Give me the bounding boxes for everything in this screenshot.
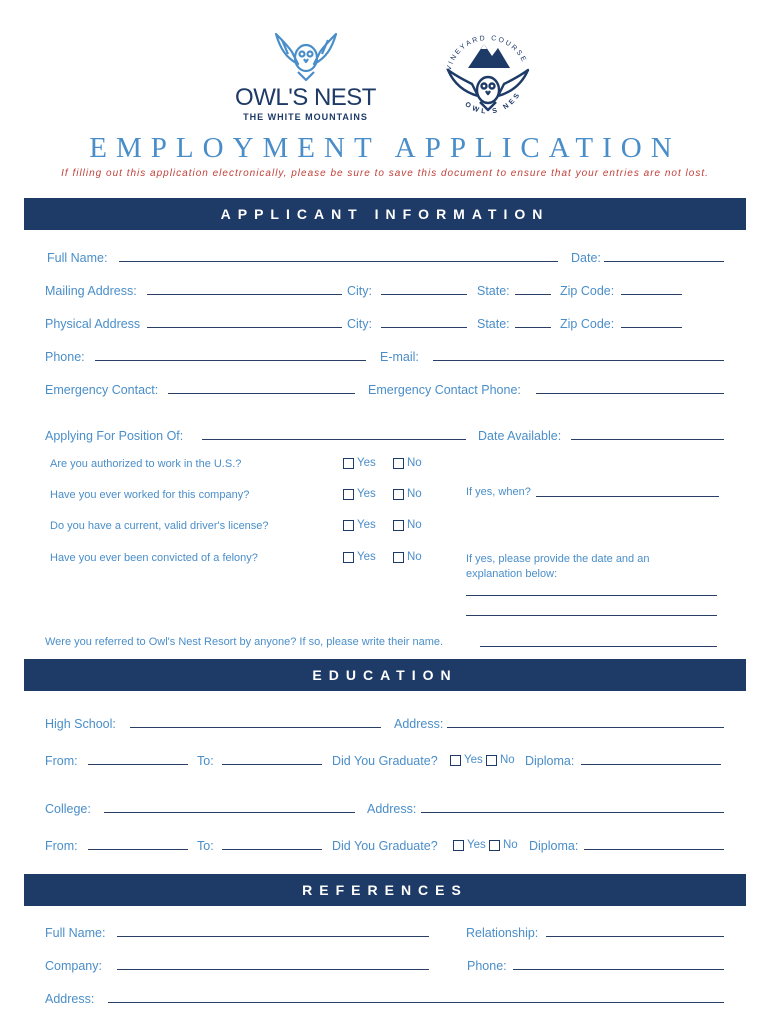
- date-available-field[interactable]: [571, 439, 724, 440]
- reference-relationship-label: Relationship:: [466, 926, 539, 940]
- section-header-education: EDUCATION: [24, 659, 746, 691]
- logo-subtitle: THE WHITE MOUNTAINS: [243, 112, 368, 122]
- felony-yes-checkbox[interactable]: [343, 551, 376, 563]
- college-graduate-no-checkbox[interactable]: [489, 839, 518, 851]
- physical-zip-label: Zip Code:: [560, 317, 615, 331]
- worked-before-no-checkbox[interactable]: [393, 488, 422, 500]
- checkbox-box[interactable]: [343, 520, 354, 531]
- reference-address-label: Address:: [45, 992, 95, 1006]
- physical-state-label: State:: [477, 317, 510, 331]
- no-label: No: [407, 551, 422, 563]
- college-graduate-label: Did You Graduate?: [332, 839, 438, 853]
- license-yes-checkbox[interactable]: [343, 519, 376, 531]
- no-label: No: [500, 754, 515, 766]
- hs-graduate-no-checkbox[interactable]: [486, 754, 515, 766]
- felony-explain-field-1[interactable]: [466, 595, 717, 596]
- checkbox-box[interactable]: [343, 552, 354, 563]
- page-title: EMPLOYMENT APPLICATION: [89, 132, 681, 164]
- reference-phone-field[interactable]: [513, 969, 724, 970]
- question-felony: Have you ever been convicted of a felony?: [50, 552, 258, 564]
- hs-from-field[interactable]: [88, 764, 188, 765]
- email-label: E-mail:: [380, 350, 419, 364]
- no-label: No: [503, 839, 518, 851]
- emblem-top-text: VINEYARD COURSE: [445, 34, 528, 72]
- checkbox-box[interactable]: [343, 489, 354, 500]
- college-address-field[interactable]: [421, 812, 724, 813]
- high-school-field[interactable]: [130, 727, 381, 728]
- full-name-field[interactable]: [119, 261, 558, 262]
- mailing-address-field[interactable]: [147, 294, 342, 295]
- yes-label: Yes: [467, 839, 486, 851]
- authorized-no-checkbox[interactable]: [393, 457, 422, 469]
- reference-full-name-field[interactable]: [117, 936, 429, 937]
- mailing-state-label: State:: [477, 284, 510, 298]
- physical-address-label: Physical Address: [45, 317, 141, 331]
- reference-phone-label: Phone:: [467, 959, 507, 973]
- college-from-field[interactable]: [88, 849, 188, 850]
- question-authorized: Are you authorized to work in the U.S.?: [50, 458, 242, 470]
- yes-label: Yes: [464, 754, 483, 766]
- page-subtitle: If filling out this application electronically, please be sure to save this document to ensure that your entries are not lost.: [61, 168, 709, 179]
- mailing-city-label: City:: [347, 284, 372, 298]
- college-label: College:: [45, 802, 91, 816]
- physical-city-field[interactable]: [381, 327, 467, 328]
- felony-explain-field-2[interactable]: [466, 615, 717, 616]
- email-field[interactable]: [433, 360, 724, 361]
- emergency-phone-label: Emergency Contact Phone:: [368, 383, 521, 397]
- if-yes-when-field[interactable]: [536, 496, 719, 497]
- mailing-state-field[interactable]: [515, 294, 551, 295]
- college-address-label: Address:: [367, 802, 417, 816]
- yes-label: Yes: [357, 519, 376, 531]
- high-school-address-field[interactable]: [447, 727, 724, 728]
- emergency-contact-field[interactable]: [168, 393, 355, 394]
- reference-company-field[interactable]: [117, 969, 429, 970]
- section-header-references: REFERENCES: [24, 874, 746, 906]
- checkbox-box[interactable]: [450, 755, 461, 766]
- no-label: No: [407, 457, 422, 469]
- checkbox-box[interactable]: [486, 755, 497, 766]
- felony-explain-label-1: If yes, please provide the date and an: [466, 553, 650, 565]
- license-no-checkbox[interactable]: [393, 519, 422, 531]
- felony-explain-label-2: explanation below:: [466, 568, 558, 580]
- checkbox-box[interactable]: [393, 489, 404, 500]
- logo-name: OWL'S NEST: [235, 84, 376, 111]
- authorized-yes-checkbox[interactable]: [343, 457, 376, 469]
- mailing-city-field[interactable]: [381, 294, 467, 295]
- high-school-address-label: Address:: [394, 717, 444, 731]
- college-to-label: To:: [197, 839, 214, 853]
- referred-label: Were you referred to Owl's Nest Resort by anyone? If so, please write their name.: [45, 636, 444, 648]
- reference-full-name-label: Full Name:: [45, 926, 106, 940]
- felony-no-checkbox[interactable]: [393, 551, 422, 563]
- hs-diploma-label: Diploma:: [525, 754, 575, 768]
- hs-graduate-yes-checkbox[interactable]: [450, 754, 483, 766]
- reference-address-field[interactable]: [108, 1002, 724, 1003]
- physical-address-field[interactable]: [147, 327, 342, 328]
- question-worked-before: Have you ever worked for this company?: [50, 489, 250, 501]
- college-to-field[interactable]: [222, 849, 322, 850]
- phone-field[interactable]: [95, 360, 366, 361]
- owls-nest-logo: [228, 28, 383, 128]
- section-header-applicant: APPLICANT INFORMATION: [24, 198, 746, 230]
- mailing-address-label: Mailing Address:: [45, 284, 137, 298]
- mailing-zip-label: Zip Code:: [560, 284, 615, 298]
- emergency-phone-field[interactable]: [536, 393, 724, 394]
- date-available-label: Date Available:: [478, 429, 562, 443]
- phone-label: Phone:: [45, 350, 85, 364]
- hs-from-label: From:: [45, 754, 78, 768]
- checkbox-box[interactable]: [393, 520, 404, 531]
- college-graduate-yes-checkbox[interactable]: [453, 839, 486, 851]
- worked-before-yes-checkbox[interactable]: [343, 488, 376, 500]
- full-name-label: Full Name:: [47, 251, 108, 265]
- checkbox-box[interactable]: [343, 458, 354, 469]
- yes-label: Yes: [357, 551, 376, 563]
- hs-to-field[interactable]: [222, 764, 322, 765]
- hs-diploma-field[interactable]: [581, 764, 721, 765]
- no-label: No: [407, 488, 422, 500]
- yes-label: Yes: [357, 457, 376, 469]
- reference-company-label: Company:: [45, 959, 102, 973]
- high-school-label: High School:: [45, 717, 116, 731]
- owl-mountain-emblem-icon: [438, 22, 538, 130]
- emergency-contact-label: Emergency Contact:: [45, 383, 159, 397]
- college-from-label: From:: [45, 839, 78, 853]
- emblem-bottom-text: OWL'S NES: [463, 90, 523, 116]
- physical-state-field[interactable]: [515, 327, 551, 328]
- hs-to-label: To:: [197, 754, 214, 768]
- position-field[interactable]: [202, 439, 466, 440]
- physical-city-label: City:: [347, 317, 372, 331]
- position-label: Applying For Position Of:: [45, 429, 184, 443]
- checkbox-box[interactable]: [453, 840, 464, 851]
- if-yes-when-label: If yes, when?: [466, 486, 531, 498]
- question-drivers-license: Do you have a current, valid driver's license?: [50, 520, 269, 532]
- mailing-zip-field[interactable]: [621, 294, 682, 295]
- college-diploma-field[interactable]: [584, 849, 724, 850]
- date-label: Date:: [571, 251, 601, 265]
- yes-label: Yes: [357, 488, 376, 500]
- checkbox-box[interactable]: [393, 552, 404, 563]
- checkbox-box[interactable]: [489, 840, 500, 851]
- checkbox-box[interactable]: [393, 458, 404, 469]
- physical-zip-field[interactable]: [621, 327, 682, 328]
- hs-graduate-label: Did You Graduate?: [332, 754, 438, 768]
- date-field[interactable]: [604, 261, 724, 262]
- no-label: No: [407, 519, 422, 531]
- vineyard-course-logo: [438, 22, 538, 130]
- college-field[interactable]: [104, 812, 355, 813]
- reference-relationship-field[interactable]: [546, 936, 724, 937]
- college-diploma-label: Diploma:: [529, 839, 579, 853]
- referred-field[interactable]: [480, 646, 717, 647]
- owl-icon: [228, 28, 383, 84]
